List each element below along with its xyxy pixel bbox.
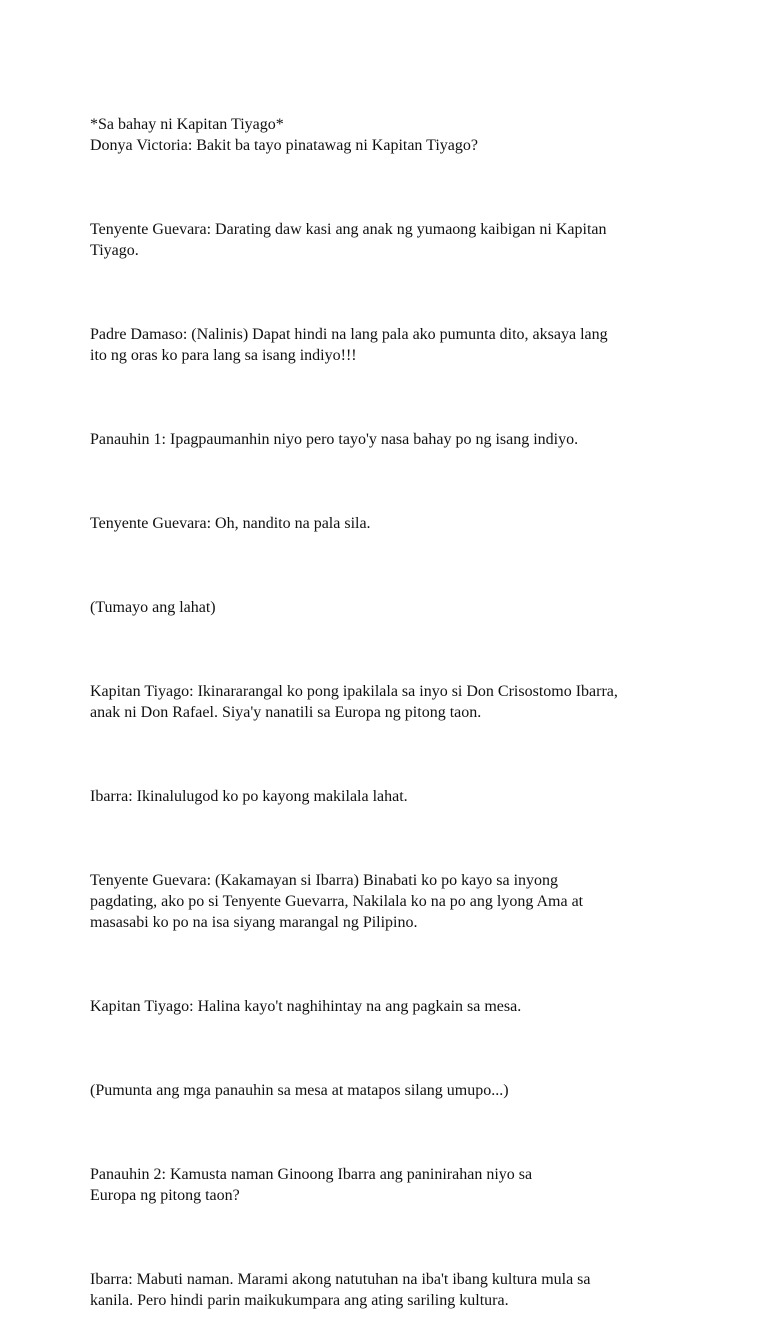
paragraph-line: Tenyente Guevara: Oh, nandito na pala sila. [90, 515, 371, 532]
paragraph-gap [90, 1227, 695, 1248]
paragraph-line: Kapitan Tiyago: Ikinararangal ko pong ipakilala sa inyo si Don Crisostomo Ibarra, anak ni Don Rafael. Siya'y nanatili sa Europa ng pitong taon. [90, 683, 618, 721]
paragraph-scene-title: *Sa bahay ni Kapitan Tiyago* Donya Victoria: Bakit ba tayo pinatawag ni Kapitan Tiyago? [90, 116, 478, 154]
paragraph-line: Tenyente Guevara: Darating daw kasi ang anak ng yumaong kaibigan ni Kapitan Tiyago. [90, 221, 607, 259]
stage-direction: (Pumunta ang mga panauhin sa mesa at matapos silang umupo...) [90, 1082, 509, 1099]
script-text [90, 93, 695, 1332]
paragraph-line: Ibarra: Ikinalulugod ko po kayong makilala lahat. [90, 788, 408, 805]
paragraph-gap [90, 744, 695, 765]
paragraph-gap [90, 387, 695, 408]
paragraph-gap [90, 639, 695, 660]
paragraph-line: Panauhin 2: Kamusta naman Ginoong Ibarra ang paninirahan niyo sa Europa ng pitong taon? [90, 1166, 533, 1204]
paragraph-gap [90, 282, 695, 303]
paragraph-line: Kapitan Tiyago: Halina kayo't naghihintay na ang pagkain sa mesa. [90, 998, 522, 1015]
paragraph-line: Padre Damaso: (Nalinis) Dapat hindi na lang pala ako pumunta dito, aksaya lang ito ng oras ko para lang sa isang indiyo!!! [90, 326, 608, 364]
paragraph-gap [90, 471, 695, 492]
stage-direction: (Tumayo ang lahat) [90, 599, 216, 616]
paragraph-gap [90, 1122, 695, 1143]
paragraph-gap [90, 1038, 695, 1059]
paragraph-gap [90, 954, 695, 975]
paragraph-line: Tenyente Guevara: (Kakamayan si Ibarra) Binabati ko po kayo sa inyong pagdating, ako po si Tenyente Guevarra, Nakilala ko na po ang lyong Ama at masasabi ko po na isa siyang marangal ng Pilipino. [90, 872, 584, 931]
paragraph-line: Panauhin 1: Ipagpaumanhin niyo pero tayo'y nasa bahay po ng isang indiyo. [90, 431, 579, 448]
paragraph-line: Ibarra: Mabuti naman. Marami akong natutuhan na iba't ibang kultura mula sa kanila. Pero hindi parin maikukumpara ang ating sariling kultura. [90, 1271, 591, 1309]
paragraph-gap [90, 555, 695, 576]
paragraph-gap [90, 177, 695, 198]
paragraph-gap [90, 828, 695, 849]
